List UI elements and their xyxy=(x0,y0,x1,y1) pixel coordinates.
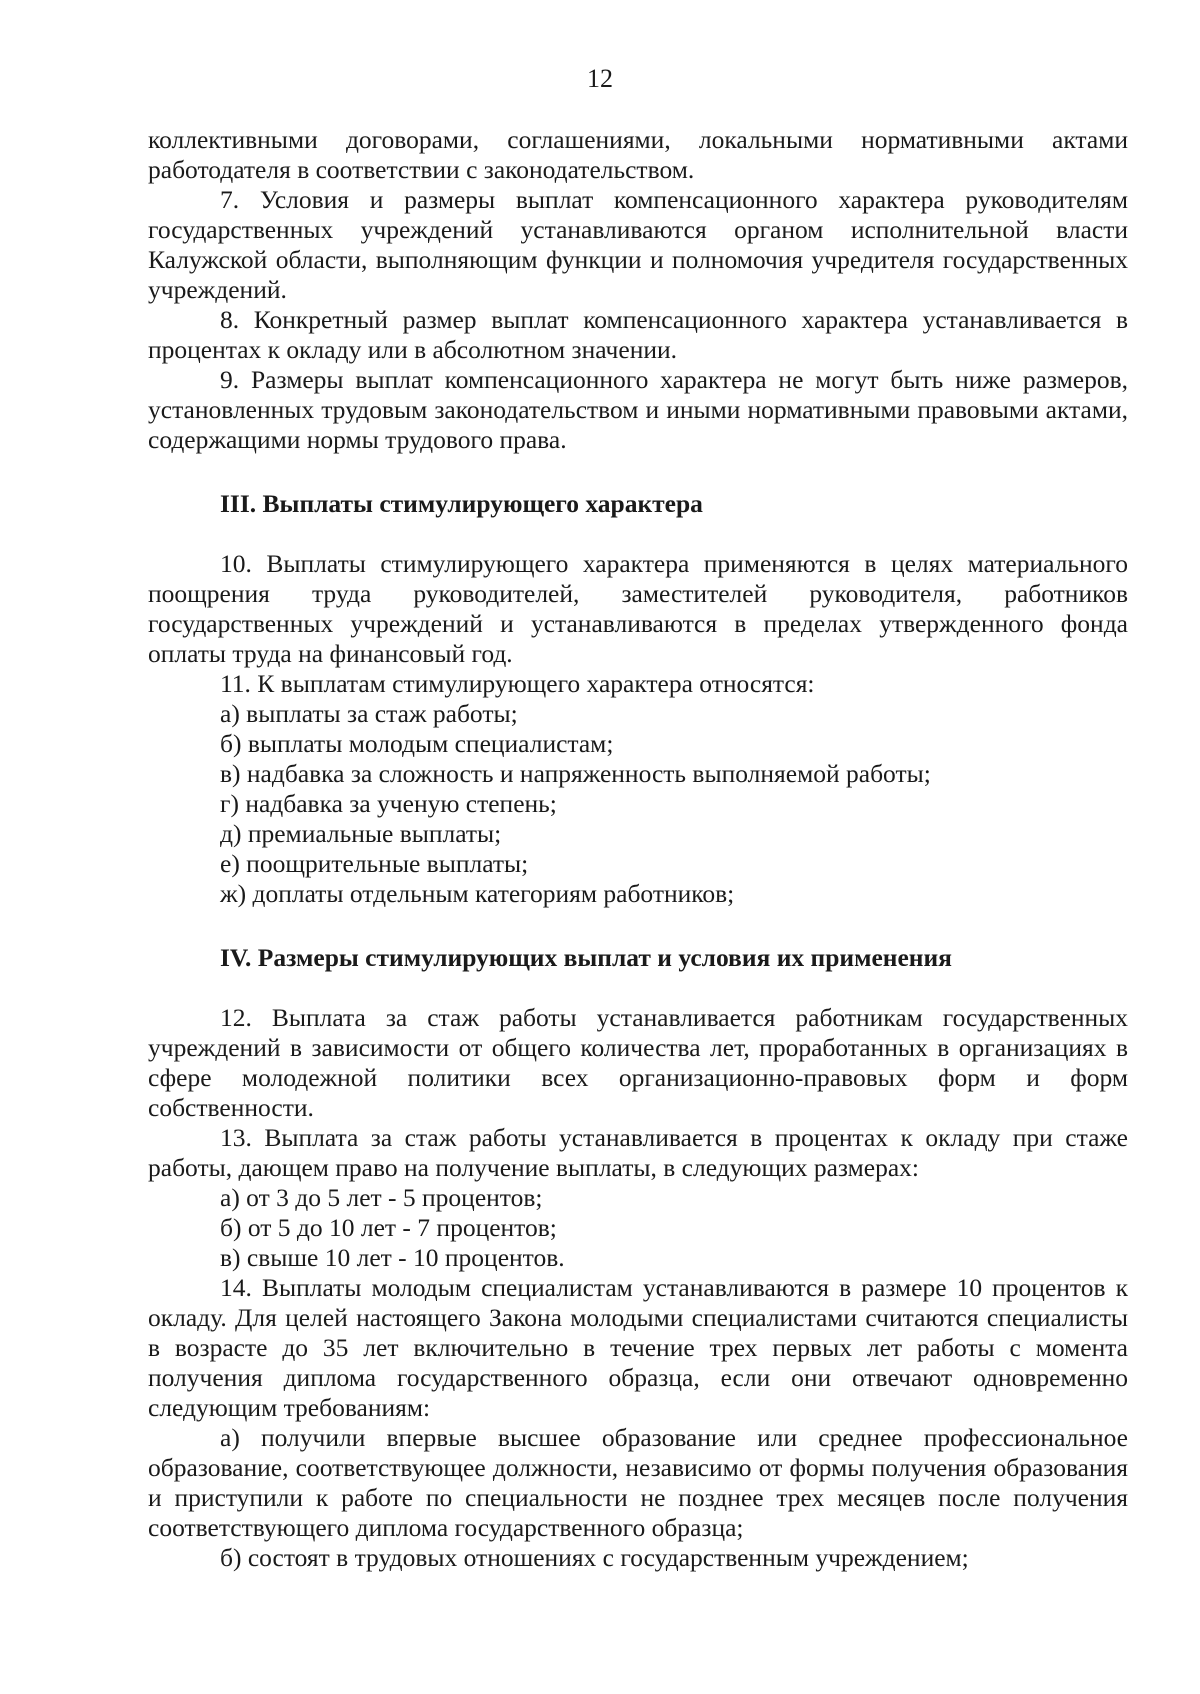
paragraph-7: 7. Условия и размеры выплат компенсационного характера руководителям государственных учреждений устанавливаются органом исполнительной власти Калужской области, выполняющим функции и полномочия учредителя государственных учреждений. xyxy=(148,185,1128,304)
list-item: б) выплаты молодым специалистам; xyxy=(220,729,614,758)
section-heading-4: IV. Размеры стимулирующих выплат и условия их применения xyxy=(220,943,952,972)
list-stimulating-payments xyxy=(148,699,1128,909)
section-heading-3: III. Выплаты стимулирующего характера xyxy=(220,489,703,518)
paragraph-14a: а) получили впервые высшее образование или среднее профессиональное образование, соответствующее должности, независимо от формы получения образования и приступили к работе по специальности не позднее трех месяцев после получения соответствующего диплома государственного образца; xyxy=(148,1423,1128,1542)
list-item: г) надбавка за ученую степень; xyxy=(220,789,557,818)
paragraph-9: 9. Размеры выплат компенсационного характера не могут быть ниже размеров, установленных трудовым законодательством и иными нормативными правовыми актами, содержащими нормы трудового права. xyxy=(148,365,1128,454)
paragraph-13: 13. Выплата за стаж работы устанавливается в процентах к окладу при стаже работы, дающем право на получение выплаты, в следующих размерах: xyxy=(148,1123,1128,1182)
paragraph-12: 12. Выплата за стаж работы устанавливается работникам государственных учреждений в зависимости от общего количества лет, проработанных в организациях в сфере молодежной политики всех организационно-правовых форм и форм собственности. xyxy=(148,1003,1128,1122)
list-item: ж) доплаты отдельным категориям работников; xyxy=(220,879,735,908)
paragraph-11: 11. К выплатам стимулирующего характера относятся: xyxy=(220,669,815,698)
paragraph-10: 10. Выплаты стимулирующего характера применяются в целях материального поощрения труда руководителей, заместителей руководителя, работников государственных учреждений и устанавливаются в пределах утвержденного фонда оплаты труда на финансовый год. xyxy=(148,549,1128,668)
list-item: е) поощрительные выплаты; xyxy=(220,849,529,878)
list-seniority-rates xyxy=(148,1183,1128,1273)
list-item: д) премиальные выплаты; xyxy=(220,819,502,848)
document-body xyxy=(148,125,1128,1573)
list-item: а) от 3 до 5 лет - 5 процентов; xyxy=(220,1183,543,1212)
list-item: в) надбавка за сложность и напряженность выполняемой работы; xyxy=(220,759,931,788)
paragraph-continuation: коллективными договорами, соглашениями, локальными нормативными актами работодателя в соответствии с законодательством. xyxy=(148,125,1128,184)
page-number: 12 xyxy=(587,64,613,93)
paragraph-14b: б) состоят в трудовых отношениях с государственным учреждением; xyxy=(220,1543,969,1572)
paragraph-14: 14. Выплаты молодым специалистам устанавливаются в размере 10 процентов к окладу. Для целей настоящего Закона молодыми специалистами считаются специалисты в возрасте до 35 лет включительно в течение трех первых лет работы с момента получения диплома государственного образца, если они отвечают одновременно следующим требованиям: xyxy=(148,1273,1128,1422)
list-item: а) выплаты за стаж работы; xyxy=(220,699,518,728)
paragraph-8: 8. Конкретный размер выплат компенсационного характера устанавливается в процентах к окладу или в абсолютном значении. xyxy=(148,305,1128,364)
list-item: в) свыше 10 лет - 10 процентов. xyxy=(220,1243,565,1272)
list-item: б) от 5 до 10 лет - 7 процентов; xyxy=(220,1213,557,1242)
